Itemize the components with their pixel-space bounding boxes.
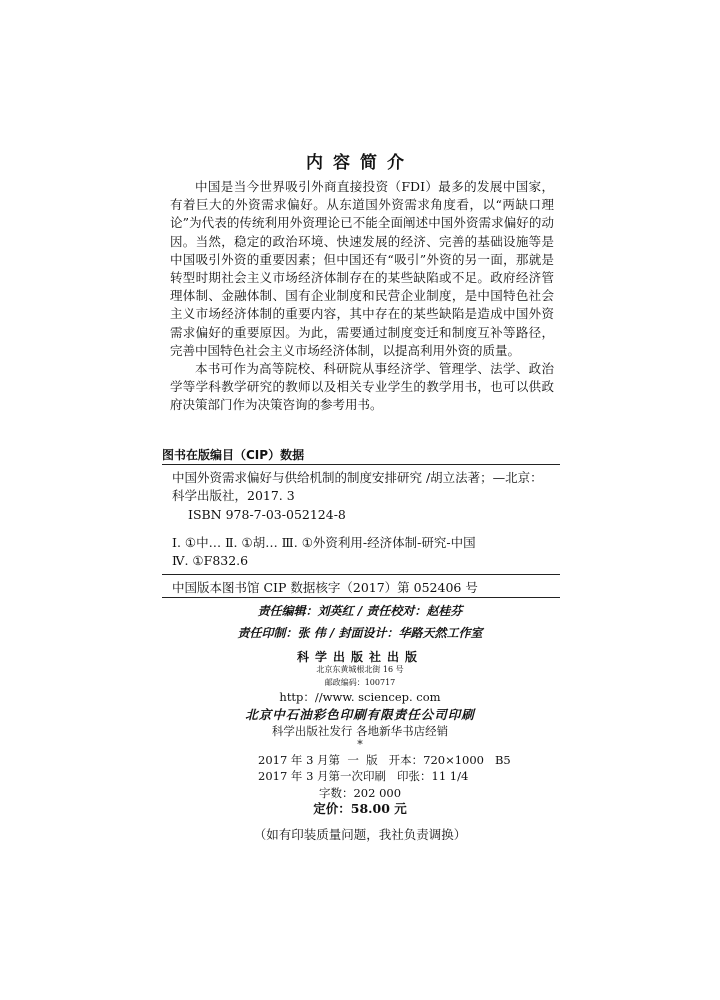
printing-line: 2017 年 3 月第一次印刷 印张：11 1/4 xyxy=(258,769,469,783)
cip-record xyxy=(162,464,560,575)
cip-isbn: ISBN 978-7-03-052124-8 xyxy=(188,507,346,522)
cip-title-line: 中国外资需求偏好与供给机制的制度安排研究 /胡立法著；—北京： xyxy=(172,470,543,485)
cip-heading: 图书在版编目（CIP）数据 xyxy=(162,448,305,462)
separator-star: * xyxy=(357,738,363,751)
publisher-name xyxy=(0,646,720,665)
publisher-logo-text: 科学出版社 xyxy=(296,650,387,664)
intro-text xyxy=(170,178,554,415)
publisher-address: 北京东黄城根北街 16 号 xyxy=(316,665,404,674)
publisher-url: http：//www. sciencep. com xyxy=(279,690,441,704)
intro-title: 内容简介 xyxy=(306,153,414,173)
cip-classification-1: Ⅰ. ①中… Ⅱ. ①胡… Ⅲ. ①外资利用-经济体制-研究-中国 xyxy=(172,535,476,550)
printer-line: 北京中石油彩色印刷有限责任公司印刷 xyxy=(245,707,475,722)
publisher-suffix: 出版 xyxy=(387,650,424,664)
publisher-postcode: 邮政编码：100717 xyxy=(324,678,396,687)
quality-notice: （如有印装质量问题，我社负责调换） xyxy=(253,827,467,842)
cip-classification-2: Ⅳ. ①F832.6 xyxy=(172,553,249,568)
intro-paragraph-1: 中国是当今世界吸引外商直接投资（FDI）最多的发展中国家，有着巨大的外资需求偏好。从东道国外资需求角度看，以“两缺口理论”为代表的传统利用外资理论已不能全面阐述中国外资需求偏好的动因。当然，稳定的政治环境、快速发展的经济、完善的基础设施等是中国吸引外资的重要因素；但中国还有“吸引”外资的另一面，那就是转型时期社会主义市场经济体制存在的某些缺陷或不足。政府经济管理体制、金融体制、国有企业制度和民营企业制度，是中国特色社会主义市场经济体制的重要内容，其中存在的某些缺陷是造成中国外资需求偏好的重要原因。为此，需要通过制度变迁和制度互补等路径，完善中国特色社会主义市场经济体制，以提高利用外资的质量。 xyxy=(170,179,554,358)
word-count: 字数：202 000 xyxy=(318,786,402,800)
cip-data-number: 中国版本图书馆 CIP 数据核字（2017）第 052406 号 xyxy=(172,580,478,595)
edition-info xyxy=(258,752,511,784)
price: 定价：58.00 元 xyxy=(313,801,407,816)
production-credits: 责任印制：张 伟 / 封面设计：华路天然工作室 xyxy=(237,626,483,640)
editor-credits: 责任编辑：刘英红 / 责任校对：赵桂芬 xyxy=(257,604,463,618)
distribution-line: 科学出版社发行 各地新华书店经销 xyxy=(271,724,449,738)
divider xyxy=(162,597,560,598)
edition-line: 2017 年 3 月第 一 版 开本：720×1000 B5 xyxy=(258,753,511,767)
intro-paragraph-2: 本书可作为高等院校、科研院从事经济学、管理学、法学、政治学等学科教学研究的教师以及相关专业学生的教学用书，也可以供政府决策部门作为决策咨询的参考用书。 xyxy=(170,361,554,413)
cip-publisher-line: 科学出版社，2017. 3 xyxy=(172,488,295,503)
